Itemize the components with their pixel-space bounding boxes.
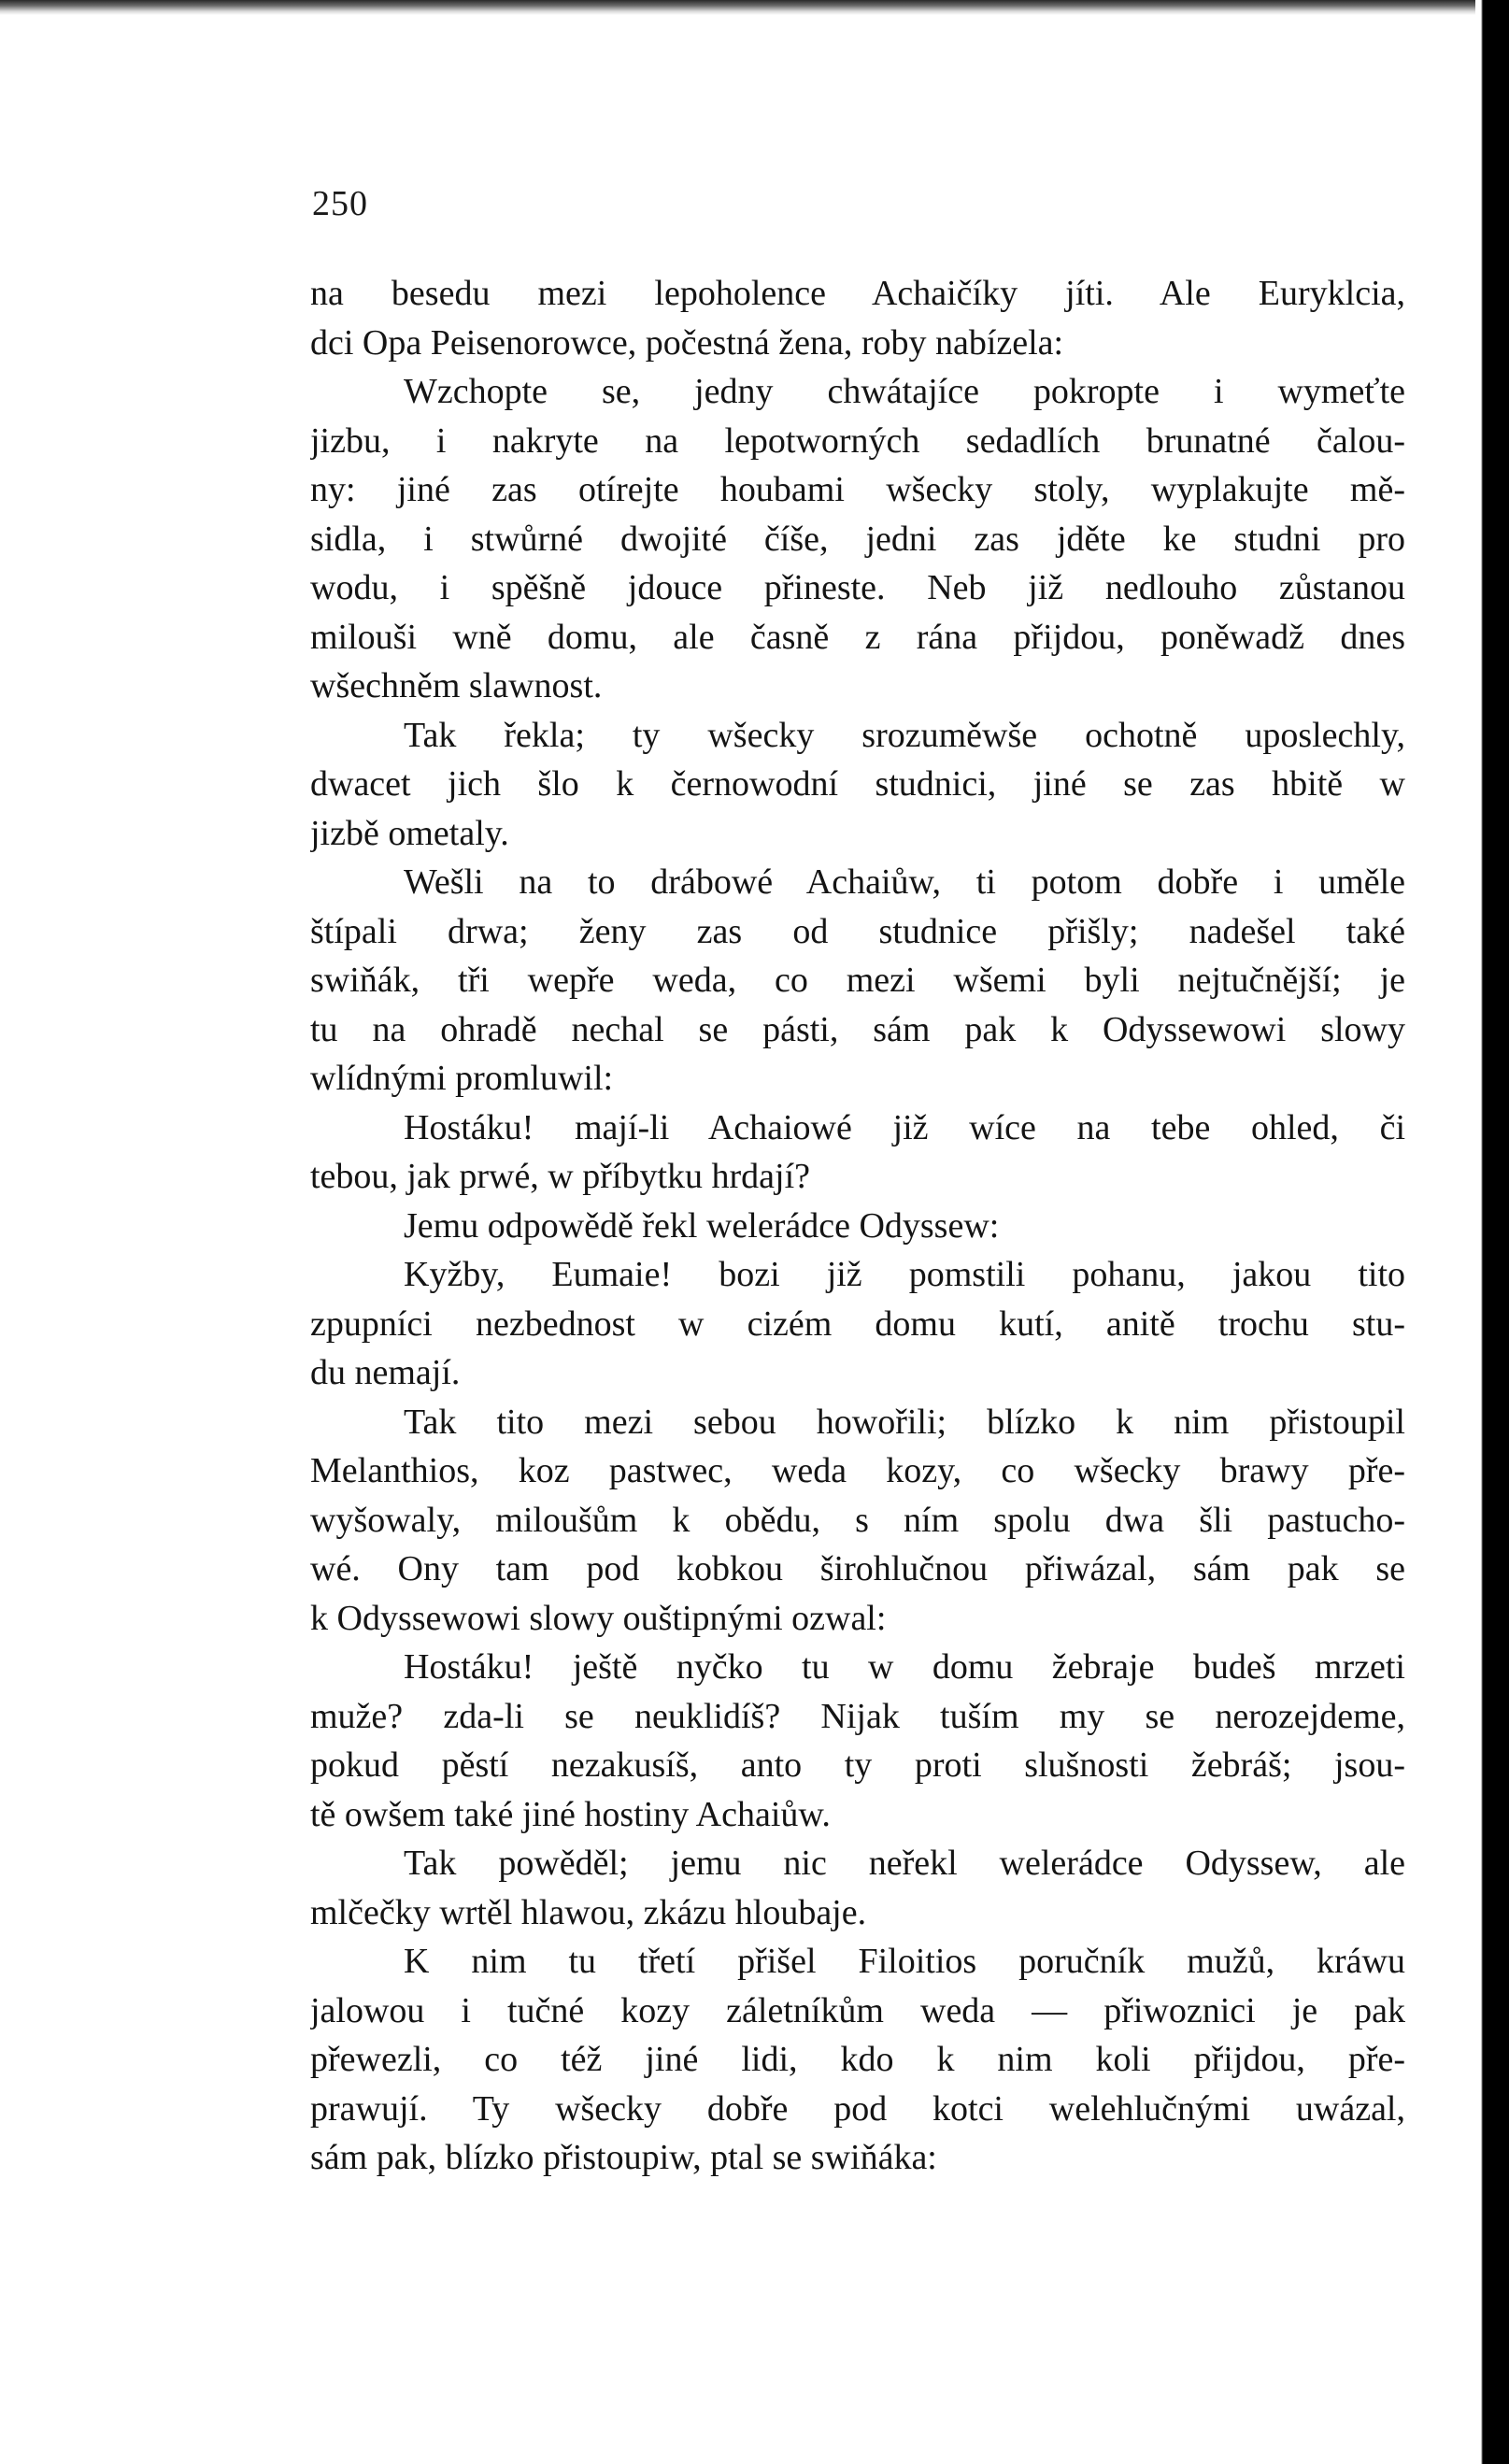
text-line: mlčečky wrtěl hlawou, zkázu hloubaje.: [310, 1892, 867, 1932]
text-line: Jemu odpowědě řekl welerádce Odyssew:: [404, 1205, 1000, 1246]
text-line: Melanthios, koz pastwec, weda kozy, co wšecky brawy pře-: [310, 1451, 1405, 1490]
text-line: prawují. Ty wšecky dobře pod kotci welehlučnými uwázal,: [310, 2088, 1405, 2129]
text-line: wé. Ony tam pod kobkou širohlučnou přiwázal, sám pak se: [310, 1549, 1405, 1588]
body-text: [310, 269, 1405, 2183]
text-line: dci Opa Peisenorowce, počestná žena, roby nabízela:: [310, 322, 1064, 363]
text-line: milouši wně domu, ale časně z rána přijdou, poněwadž dnes: [310, 617, 1405, 657]
text-line: sám pak, blízko přistoupiw, ptal se swiňáka:: [310, 2138, 937, 2177]
text-line: štípali drwa; ženy zas od studnice přišly; nadešel také: [310, 911, 1405, 951]
text-line: Kyžby, Eumaie! bozi již pomstili pohanu, jakou tito: [404, 1255, 1405, 1294]
text-line: zpupníci nezbednost w cizém domu kutí, anitě trochu stu-: [310, 1303, 1405, 1344]
text-line: K nim tu třetí přišel Filoitios poručník mužů, kráwu: [404, 1942, 1405, 1981]
text-line: tu na ohradě nechal se pásti, sám pak k Odyssewowi slowy: [310, 1009, 1405, 1049]
text-line: jalowou i tučné kozy záletníkům weda — přiwoznici je pak: [310, 1990, 1405, 2030]
page-number: 250: [312, 184, 368, 223]
scan-right-edge: [1475, 0, 1509, 2464]
text-line: swiňák, tři wepře weda, co mezi wšemi byli nejtučnější; je: [310, 961, 1405, 1000]
text-line: jizbu, i nakryte na lepotworných sedadlích brunatné čalou-: [310, 420, 1405, 461]
text-line: přewezli, co též jiné lidi, kdo k nim koli přijdou, pře-: [310, 2040, 1405, 2079]
text-line: wodu, i spěšně jdouce přineste. Neb již nedlouho zůstanou: [310, 568, 1405, 607]
text-line: pokud pěstí nezakusíš, anto ty proti slušnosti žebráš; jsou-: [310, 1745, 1405, 1785]
text-line: du nemají.: [310, 1353, 461, 1392]
scan-top-edge: [0, 0, 1509, 15]
text-line: k Odyssewowi slowy ouštipnými ozwal:: [310, 1598, 887, 1638]
text-line: jizbě ometaly.: [310, 813, 509, 853]
text-line: Wzchopte se, jedny chwátajíce pokropte i wymeťte: [404, 372, 1405, 411]
text-line: wlídnými promluwil:: [310, 1059, 614, 1098]
text-line: sidla, i stwůrné dwojité číše, jedni zas jděte ke studni pro: [310, 519, 1405, 559]
text-line: wyšowaly, miloušům k obědu, s ním spolu dwa šli pastucho-: [310, 1500, 1405, 1540]
text-line: tě owšem také jiné hostiny Achaiůw.: [310, 1794, 831, 1834]
text-line: na besedu mezi lepoholence Achaičíky jíti. Ale Euryklcia,: [310, 274, 1405, 313]
text-line: dwacet jich šlo k černowodní studnici, jiné se zas hbitě w: [310, 764, 1405, 804]
text-line: Tak řekla; ty wšecky srozuměwše ochotně uposlechly,: [404, 715, 1405, 755]
text-line: Hostáku! ještě nyčko tu w domu žebraje budeš mrzeti: [404, 1647, 1405, 1687]
text-line: tebou, jak prwé, w příbytku hrdají?: [310, 1157, 811, 1196]
text-line: Tak tito mezi sebou howořili; blízko k nim přistoupil: [404, 1402, 1405, 1442]
text-line: Wešli na to drábowé Achaiůw, ti potom dobře i uměle: [404, 862, 1405, 902]
text-line: Hostáku! mají-li Achaiowé již wíce na tebe ohled, či: [404, 1107, 1405, 1147]
text-line: muže? zda-li se neuklidíš? Nijak tuším my se nerozejdeme,: [310, 1696, 1405, 1736]
text-line: wšechněm slawnost.: [310, 666, 603, 705]
text-line: ny: jiné zas otírejte houbami wšecky stoly, wyplakujte mě-: [310, 470, 1405, 509]
text-line: Tak powěděl; jemu nic neřekl welerádce Odyssew, ale: [404, 1844, 1405, 1883]
